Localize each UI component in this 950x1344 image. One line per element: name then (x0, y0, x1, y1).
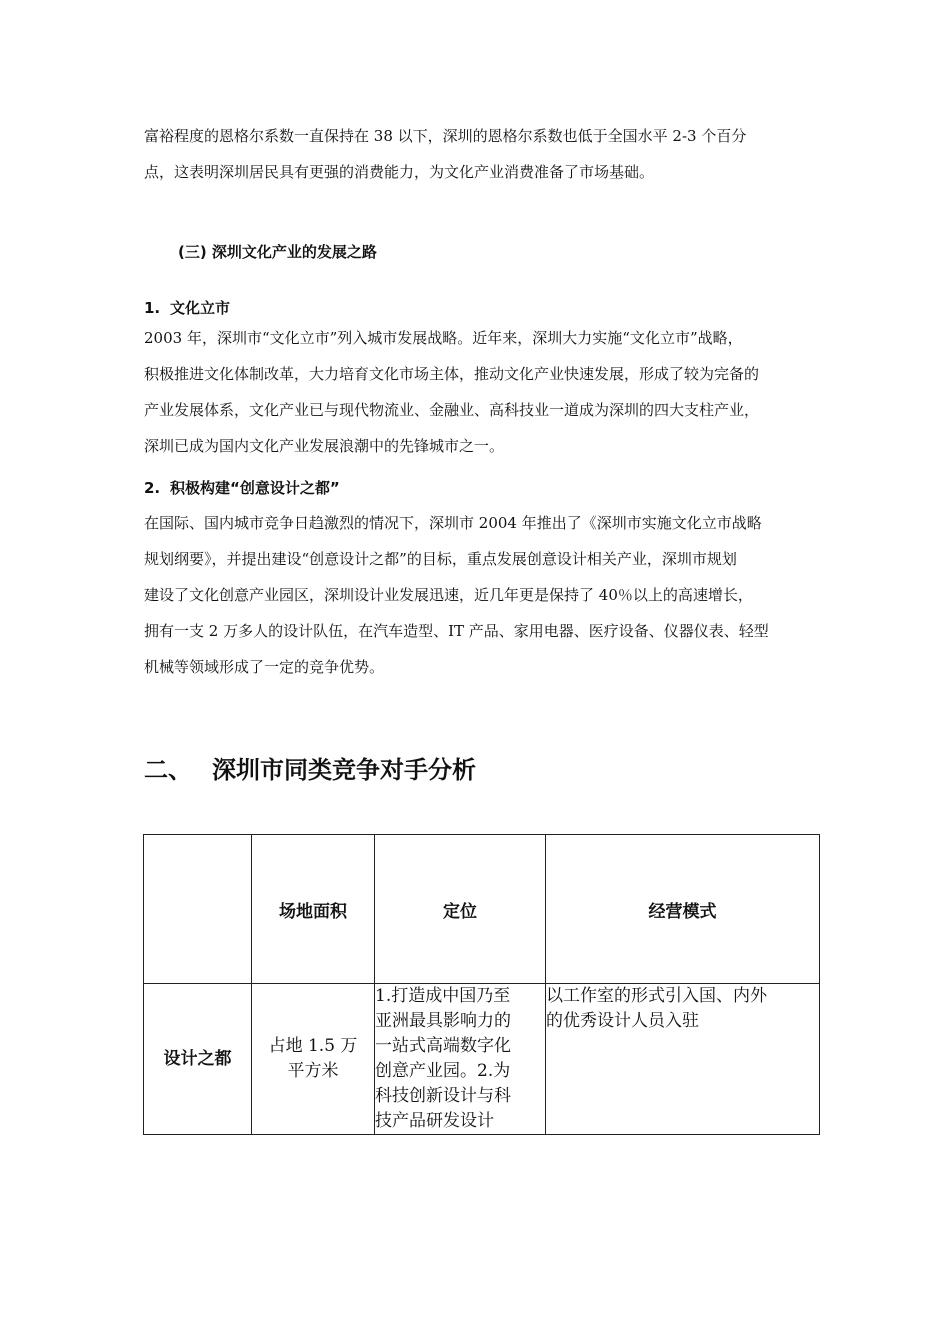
text-line: 机械等领域形成了一定的竞争优势。 (144, 658, 385, 676)
table-header-position: 定位 (375, 835, 546, 984)
cell-line: 亚洲最具影响力的 (375, 1011, 511, 1031)
cell-line: 的优秀设计人员入驻 (546, 1011, 699, 1031)
cell-line: 一站式高端数字化 (375, 1036, 511, 1056)
cell-line: 技产品研发设计 (375, 1111, 494, 1131)
cell-line: 平方米 (287, 1061, 339, 1081)
cell-line: 占地 1.5 万 (268, 1036, 358, 1056)
paragraph-culture-city (144, 320, 814, 464)
table-cell-name: 设计之都 (144, 984, 252, 1135)
item-heading-culture-city (144, 296, 230, 320)
table-header-empty (144, 835, 252, 984)
table-cell-area (252, 984, 375, 1135)
text-line: 点，这表明深圳居民具有更强的消费能力，为文化产业消费准备了市场基础。 (144, 163, 655, 181)
competitor-table (143, 834, 820, 1135)
section-number: 二、 (144, 756, 192, 784)
item-title: 文化立市 (170, 299, 231, 317)
item-number: 2. (144, 479, 161, 497)
table-header-row (144, 835, 820, 984)
table-header-business-model: 经营模式 (546, 835, 820, 984)
text-line: 2003 年，深圳市“文化立市”列入城市发展战略。近年来，深圳大力实施“文化立市”战略， (144, 329, 743, 347)
table-row (144, 984, 820, 1135)
cell-line: 科技创新设计与科 (375, 1086, 511, 1106)
section-title: 深圳市同类竞争对手分析 (212, 756, 476, 784)
table-cell-business-model (546, 984, 820, 1135)
text-line: 在国际、国内城市竞争日趋激烈的情况下，深圳市 2004 年推出了《深圳市实施文化立市战略 (144, 514, 762, 532)
text-line: 产业发展体系，文化产业已与现代物流业、金融业、高科技业一道成为深圳的四大支柱产业， (144, 401, 760, 419)
paragraph-engel-coefficient (144, 118, 814, 190)
item-heading-design-capital (144, 476, 340, 500)
item-title: 积极构建“创意设计之都” (170, 479, 340, 497)
text-line: 积极推进文化体制改革，大力培育文化市场主体，推动文化产业快速发展，形成了较为完备的 (144, 365, 760, 383)
subsection-heading: (三) 深圳文化产业的发展之路 (178, 243, 377, 261)
section-heading (144, 752, 476, 788)
text-line: 建设了文化创意产业园区，深圳设计业发展迅速，近几年更是保持了 40％以上的高速增长， (144, 586, 753, 604)
cell-line: 创意产业园。2.为 (375, 1061, 511, 1081)
table-header-area: 场地面积 (252, 835, 375, 984)
text-line: 规划纲要》，并提出建设“创意设计之都”的目标，重点发展创意设计相关产业，深圳市规划 (144, 550, 737, 568)
paragraph-design-capital (144, 505, 814, 685)
item-number: 1. (144, 299, 161, 317)
cell-line: 以工作室的形式引入国、内外 (546, 986, 767, 1006)
table-cell-position (375, 984, 546, 1135)
text-line: 富裕程度的恩格尔系数一直保持在 38 以下，深圳的恩格尔系数也低于全国水平 2-3 个百分 (144, 127, 747, 145)
text-line: 拥有一支 2 万多人的设计队伍，在汽车造型、IT 产品、家用电器、医疗设备、仪器仪表、轻型 (144, 622, 769, 640)
text-line: 深圳已成为国内文化产业发展浪潮中的先锋城市之一。 (144, 437, 505, 455)
cell-line: 1.打造成中国乃至 (375, 986, 511, 1006)
